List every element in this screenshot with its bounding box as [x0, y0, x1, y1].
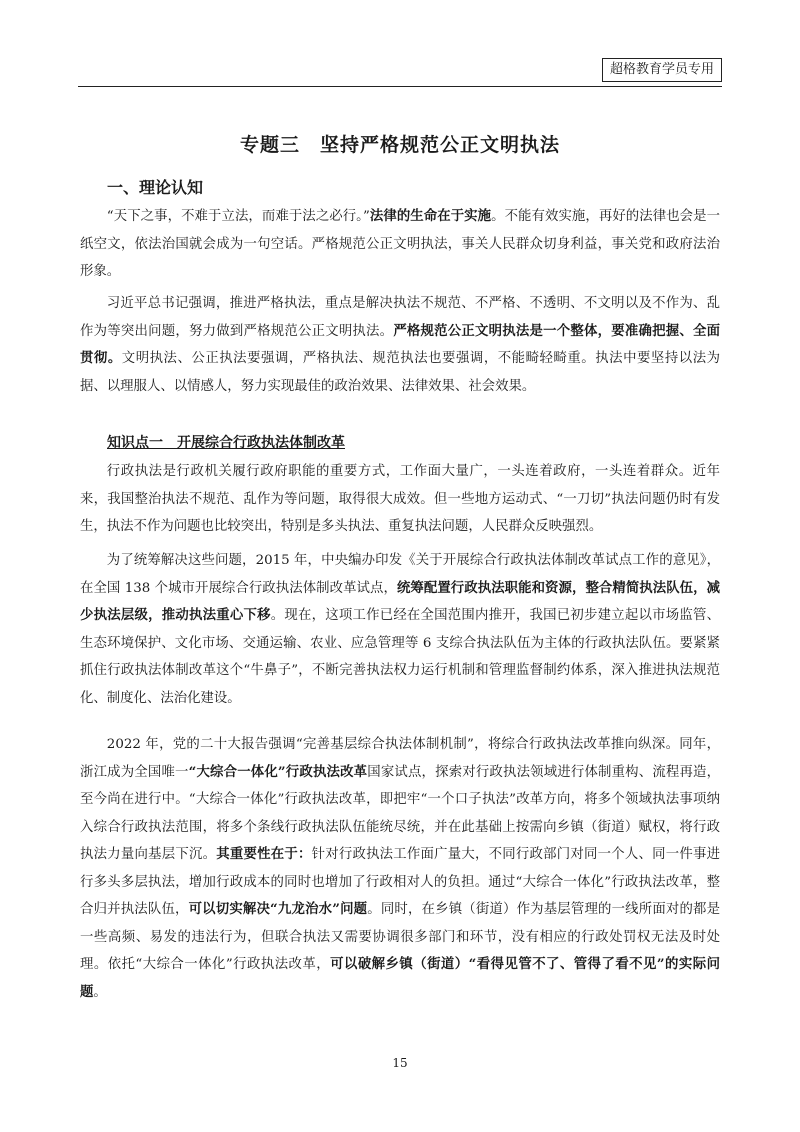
p5-bold-4: 可以破解乡镇（街道）“看得见管不了、管得了看不见”的实际问题	[80, 956, 720, 1000]
section-heading: 一、理论认知	[107, 178, 204, 197]
p5-text-3: 针对行政执法工作面广量大，不同行政部门对同一个人、同一件事进行多头多层执法，增加行政成本的同时也增加了行政相对人的负担。通过“大综合一体化”行政执法改革，整合归并执法队伍，	[80, 847, 721, 917]
p1-text-2: 。不能有效实施，再好的法律也会是一纸空文，依法治国就会成为一句空话。严格规范公正文明执法，事关人民群众切身利益，事关党和政府法治形象。	[80, 209, 721, 279]
p1-bold-1: 法律的生命在于实施	[369, 208, 492, 224]
p2-bold-1: 严格规范公正文明执法是一个整体，要准确把握、全面贯彻。	[80, 322, 721, 366]
paragraph-1	[80, 203, 720, 286]
paragraph-3	[80, 458, 720, 541]
paragraph-4	[80, 547, 720, 712]
paragraph-2	[80, 290, 720, 400]
p5-text-5: 。	[93, 984, 107, 1000]
knowledge-point-heading: 知识点一 开展综合行政执法体制改革	[107, 435, 345, 451]
header-tag: 超格教育学员专用	[602, 58, 722, 82]
page-number: 15	[392, 1056, 408, 1070]
paragraph-5	[80, 731, 720, 1006]
p4-text-1: 为了统筹解决这些问题，2015 年，中央编办印发《关于开展综合行政执法体制改革试点工作的意见》，在全国 138 个城市开展综合行政执法体制改革试点，	[80, 553, 720, 596]
p5-text-1: 2022 年，党的二十大报告强调“完善基层综合执法体制机制”，将综合行政执法改革推向纵深。同年，浙江成为全国唯一	[80, 737, 720, 780]
p2-text-2: 文明执法、公正执法要强调，严格执法、规范执法也要强调，不能畸轻畸重。执法中要坚持以法为据、以理服人、以情感人，努力实现最佳的政治效果、法律效果、社会效果。	[80, 351, 721, 394]
p2-text-1: 习近平总书记强调，推进严格执法，重点是解决执法不规范、不严格、不透明、不文明以及不作为、乱作为等突出问题，努力做到严格规范公正文明执法。	[80, 296, 720, 339]
p5-bold-2: 其重要性在于：	[216, 846, 312, 862]
p5-text-4: 。同时，在乡镇（街道）作为基层管理的一线所面对的都是一些高频、易发的违法行为，但联合执法又需要协调很多部门和环节，没有相应的行政处罚权无法及时处理。依托“大综合一体化”行政执法改革，	[80, 902, 721, 972]
p5-text-2: 国家试点，探索对行政执法领域进行体制重构、流程再造，至今尚在进行中。“大综合一体化”行政执法改革，即把牢“一个口子执法”改革方向，将多个领域执法事项纳入综合行政执法范围，将多个条线行政执法队伍能统尽统，并在此基础上按需向乡镇（街道）赋权，将行政执法力量向基层下沉。	[80, 764, 721, 862]
p4-bold-1: 统筹配置行政执法职能和资源，整合精简执法队伍，减少执法层级，推动执法重心下移	[80, 579, 720, 623]
page-title: 专题三 坚持严格规范公正文明执法	[239, 134, 560, 156]
p5-bold-1: “大综合一体化”行政执法改革	[188, 763, 368, 780]
p1-text-1: “天下之事，不难于立法，而难于法之必行。”	[106, 209, 370, 224]
p5-bold-3: 可以切实解决“九龙治水”问题	[188, 901, 368, 917]
p4-text-2: 。现在，这项工作已经在全国范围内推开，我国已初步建立起以市场监管、生态环境保护、文化市场、交通运输、农业、应急管理等 6 支综合执法队伍为主体的行政执法队伍。要紧紧抓住行政执法体制改革这个“牛鼻子”，不断完善执法权力运行机制和管理监督制约体系，深入推进执法规范化、制度化、法治化建设。	[80, 608, 721, 706]
header-rule	[78, 86, 722, 87]
p3-text-1: 行政执法是行政机关履行政府职能的重要方式，工作面大量广，一头连着政府，一头连着群众。近年来，我国整治执法不规范、乱作为等问题，取得很大成效。但一些地方运动式、“一刀切”执法问题仍时有发生，执法不作为问题也比较突出，特别是多头执法、重复执法问题，人民群众反映强烈。	[80, 464, 720, 534]
